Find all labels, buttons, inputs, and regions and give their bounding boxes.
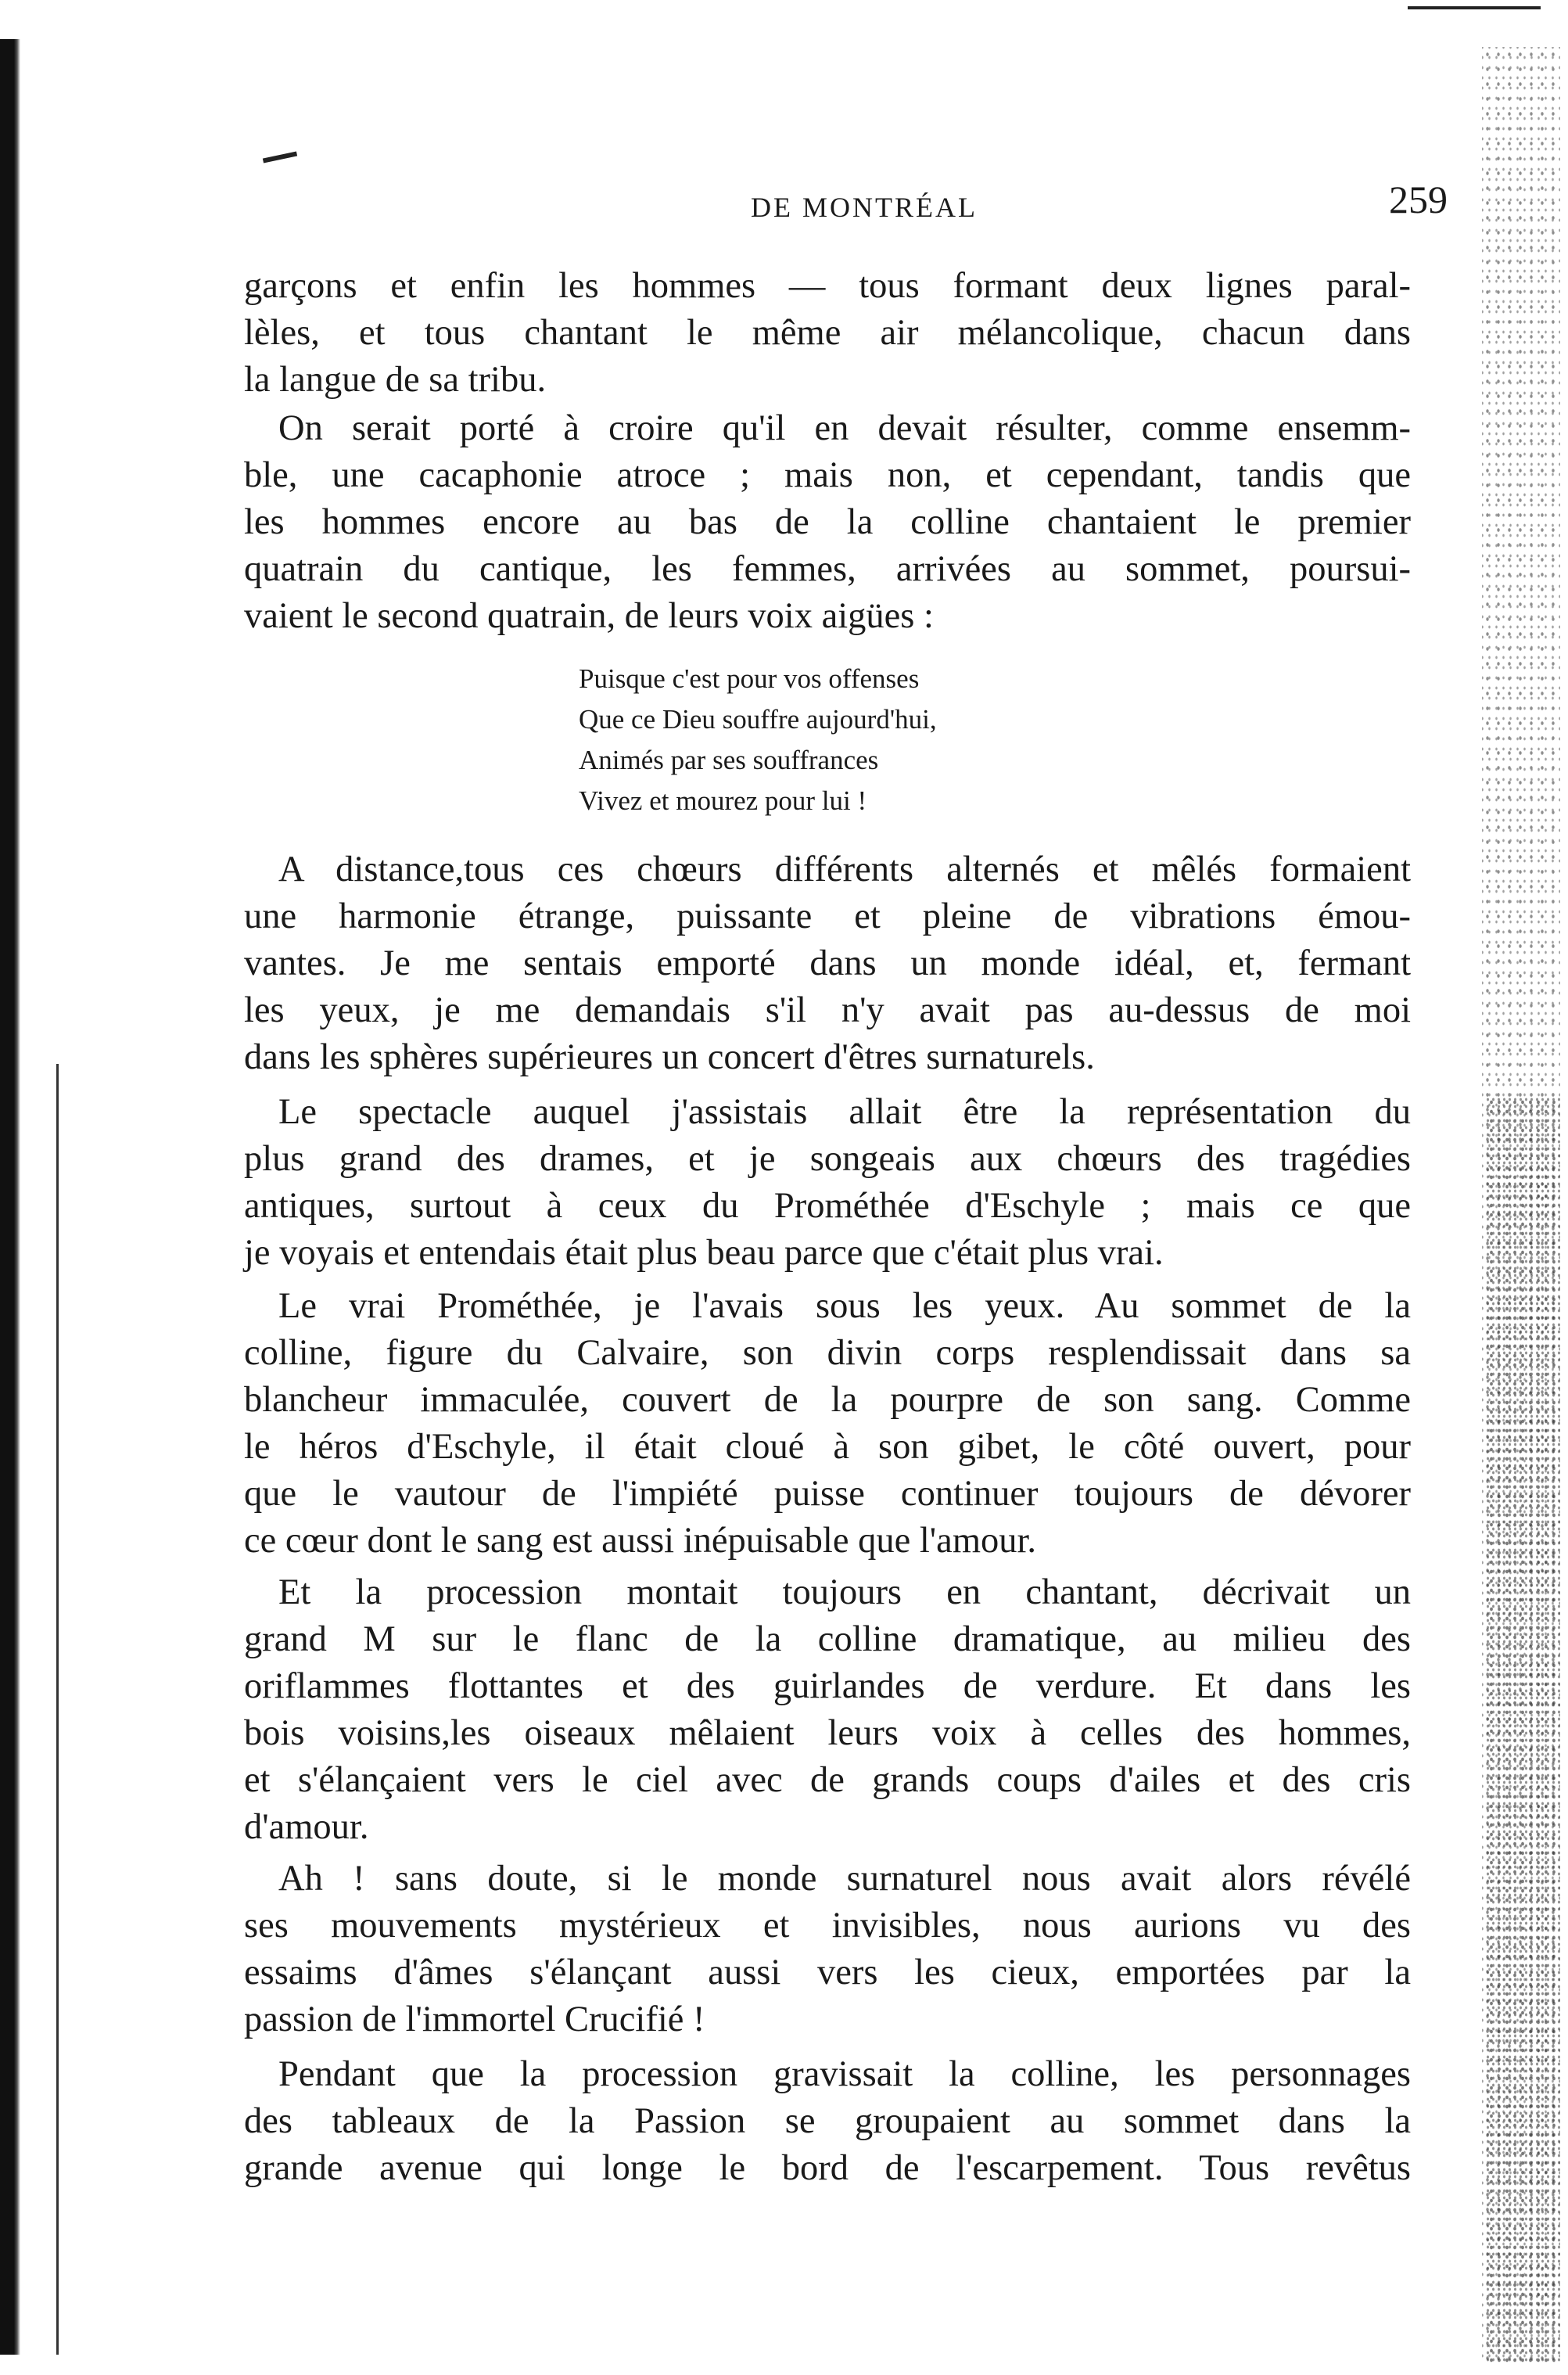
text-line: je voyais et entendais était plus beau parce que c'était plus vrai. <box>244 1233 1164 1273</box>
text-line: Et la procession montait toujours en chantant, décrivait un <box>278 1572 1411 1612</box>
text-line: vaient le second quatrain, de leurs voix aigües : <box>244 596 934 636</box>
text-line: vantes. Je me sentais emporté dans un monde idéal, et, fermant <box>244 943 1411 983</box>
page-number: 259 <box>1389 178 1448 221</box>
verse-line: Que ce Dieu souffre aujourd'hui, <box>579 704 937 735</box>
scan-left-line <box>56 1064 59 2355</box>
text-line: ses mouvements mystérieux et invisibles, nous aurions vu des <box>244 1906 1411 1946</box>
text-line: blancheur immaculée, couvert de la pourpre de son sang. Comme <box>244 1380 1411 1420</box>
text-line: dans les sphères supérieures un concert d'êtres surnaturels. <box>244 1037 1095 1077</box>
text-line: Ah ! sans doute, si le monde surnaturel nous avait alors révélé <box>278 1859 1411 1899</box>
text-line: colline, figure du Calvaire, son divin corps resplendissait dans sa <box>244 1333 1411 1373</box>
text-line: oriflammes flottantes et des guirlandes de verdure. Et dans les <box>244 1666 1411 1706</box>
text-line: les yeux, je me demandais s'il n'y avait pas au-dessus de moi <box>244 990 1411 1030</box>
text-line: bois voisins,les oiseaux mêlaient leurs voix à celles des hommes, <box>244 1713 1411 1753</box>
text-line: une harmonie étrange, puissante et pleine de vibrations émou- <box>244 896 1411 936</box>
text-line: et s'élançaient vers le ciel avec de grands coups d'ailes et des cris <box>244 1760 1411 1800</box>
verse-line: Animés par ses souffrances <box>579 745 879 775</box>
text-line: passion de l'immortel Crucifié ! <box>244 2000 705 2039</box>
text-line: des tableaux de la Passion se groupaient au sommet dans la <box>244 2101 1411 2141</box>
text-line: plus grand des drames, et je songeais aux chœurs des tragédies <box>244 1139 1411 1179</box>
scan-top-rule <box>1408 6 1541 9</box>
text-line: On serait porté à croire qu'il en devait résulter, comme ensemm- <box>278 408 1411 448</box>
text-line: la langue de sa tribu. <box>244 360 547 400</box>
text-line: ce cœur dont le sang est aussi inépuisable que l'amour. <box>244 1521 1037 1561</box>
text-line: grand M sur le flanc de la colline dramatique, au milieu des <box>244 1619 1411 1659</box>
text-line: ble, une cacaphonie atroce ; mais non, et cependant, tandis que <box>244 455 1411 495</box>
verse-line: Puisque c'est pour vos offenses <box>579 663 920 694</box>
text-line: d'amour. <box>244 1807 369 1847</box>
scan-left-edge <box>0 39 20 2355</box>
text-line: que le vautour de l'impiété puisse continuer toujours de dévorer <box>244 1474 1411 1514</box>
text-line: Le vrai Prométhée, je l'avais sous les yeux. Au sommet de la <box>278 1286 1411 1326</box>
text-line: garçons et enfin les hommes — tous formant deux lignes paral- <box>244 266 1411 306</box>
text-line: les hommes encore au bas de la colline chantaient le premier <box>244 502 1411 542</box>
scan-ink-mark <box>263 151 297 163</box>
text-line: Pendant que la procession gravissait la colline, les personnages <box>278 2054 1411 2094</box>
text-line: lèles, et tous chantant le même air mélancolique, chacun dans <box>244 313 1411 353</box>
running-head: DE MONTRÉAL <box>751 192 978 223</box>
verse-line: Vivez et mourez pour lui ! <box>579 785 867 816</box>
text-line: quatrain du cantique, les femmes, arrivées au sommet, poursui- <box>244 549 1411 589</box>
text-line: le héros d'Eschyle, il était cloué à son gibet, le côté ouvert, pour <box>244 1427 1411 1467</box>
scan-right-noise-dense <box>1486 1095 1560 2362</box>
text-line: A distance,tous ces chœurs différents alternés et mêlés formaient <box>278 850 1411 889</box>
text-line: grande avenue qui longe le bord de l'escarpement. Tous revêtus <box>244 2148 1411 2188</box>
text-line: essaims d'âmes s'élançant aussi vers les cieux, emportées par la <box>244 1953 1411 1992</box>
text-line: Le spectacle auquel j'assistais allait être la représentation du <box>278 1092 1411 1132</box>
text-line: antiques, surtout à ceux du Prométhée d'Eschyle ; mais ce que <box>244 1186 1411 1226</box>
